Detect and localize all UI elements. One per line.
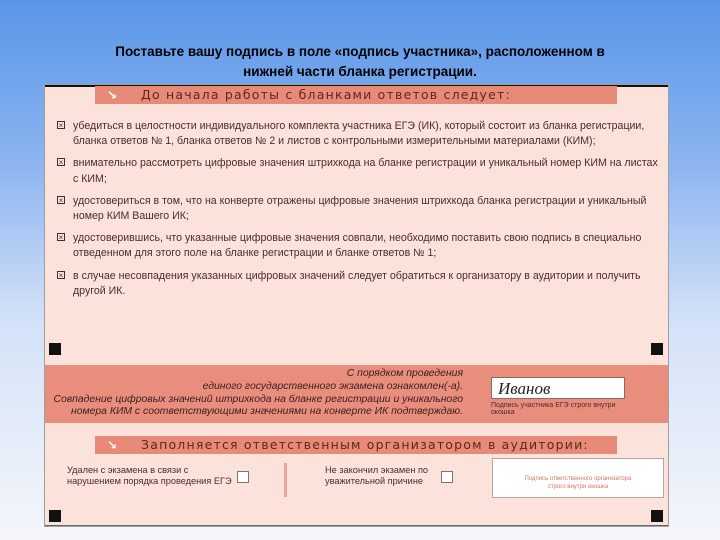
arrow-icon: ↘ — [107, 88, 119, 102]
confirmation-line: единого государственного экзамена ознакомлен(-а). — [202, 380, 463, 392]
removed-from-exam-label — [67, 465, 232, 487]
not-finished-label — [325, 465, 428, 487]
organizer-signature-caption — [493, 475, 663, 491]
not-finished-checkbox[interactable] — [441, 471, 453, 483]
confirmation-section — [45, 365, 668, 423]
section-header-text: Заполняется ответственным организатором в аудитории: — [141, 437, 589, 452]
confirmation-text — [45, 368, 463, 419]
caption-line: строго внутри окошка — [547, 484, 609, 490]
instruction-list — [55, 119, 665, 306]
label-line: нарушением порядка проведения ЕГЭ — [67, 476, 232, 486]
confirmation-line: С порядком проведения — [346, 368, 463, 379]
label-line: Не закончил экзамен по — [325, 465, 429, 475]
list-item — [55, 231, 665, 261]
alignment-marker — [49, 343, 61, 355]
divider — [284, 463, 287, 497]
signature-caption: Подпись участника ЕГЭ строго внутри окошка — [491, 402, 616, 416]
list-item — [55, 119, 665, 149]
section-header-organizer — [95, 436, 617, 454]
list-item-text: убедиться в целостности индивидуального комплекта участника ЕГЭ (ИК), который состоит из бланка регистрации, бланка ответов № 1, бланка ответов № 2 и листов с контрольными измерительными материалами (КИМ); — [73, 120, 645, 148]
confirmation-line: номера КИМ с соответствующими значениями на конверте ИК подтверждаю. — [70, 406, 463, 418]
slide-title — [40, 42, 680, 82]
list-item-text: удостовериться в том, что на конверте отражены цифровые значения штрихкода бланка регистрации и уникальный номер КИМ Вашего ИК; — [73, 194, 647, 223]
checkbox-icon: × — [58, 233, 64, 243]
list-item-text: внимательно рассмотреть цифровые значения штрихкода на бланке регистрации и уникальный номер КИМ на листах с КИМ; — [73, 157, 658, 185]
list-item — [55, 269, 665, 299]
section-header-instructions — [95, 86, 617, 104]
list-item-text: в случае несовпадения указанных цифровых значений следует обратиться к организатору в аудитории и получить другой ИК. — [73, 269, 641, 297]
section-header-text: До начала работы с бланками ответов следует: — [141, 87, 511, 102]
alignment-marker — [651, 343, 663, 355]
registration-form — [44, 84, 669, 527]
organizer-signature-field[interactable] — [492, 458, 664, 498]
caption-line: Подпись ответственного организатора — [524, 476, 632, 482]
checkbox-icon: × — [58, 195, 64, 205]
alignment-marker — [651, 510, 663, 522]
checkbox-icon: × — [58, 121, 64, 130]
removed-from-exam-checkbox[interactable] — [237, 471, 249, 483]
title-line-2: нижней части бланка регистрации. — [243, 64, 477, 79]
label-line: Удален с экзамена в связи с — [67, 465, 189, 475]
checkbox-icon: × — [58, 270, 64, 280]
list-item — [55, 156, 665, 186]
arrow-icon: ↘ — [107, 438, 119, 452]
confirmation-line: Совпадение цифровых значений штрихкода на бланке регистрации и уникального — [53, 393, 463, 405]
list-item-text: удостоверившись, что указанные цифровые значения совпали, необходимо поставить свою подпись в специально отведенном для этого поле на бланке регистрации и бланке ответов № 1; — [73, 232, 642, 260]
label-line: уважительной причине — [325, 476, 424, 486]
form-bottom-edge — [45, 525, 668, 526]
checkbox-icon: × — [58, 158, 64, 168]
list-item — [55, 194, 665, 224]
alignment-marker — [49, 510, 61, 522]
participant-signature-field[interactable]: Иванов — [491, 377, 625, 399]
title-line-1: Поставьте вашу подпись в поле «подпись участника», расположенном в — [115, 44, 605, 59]
